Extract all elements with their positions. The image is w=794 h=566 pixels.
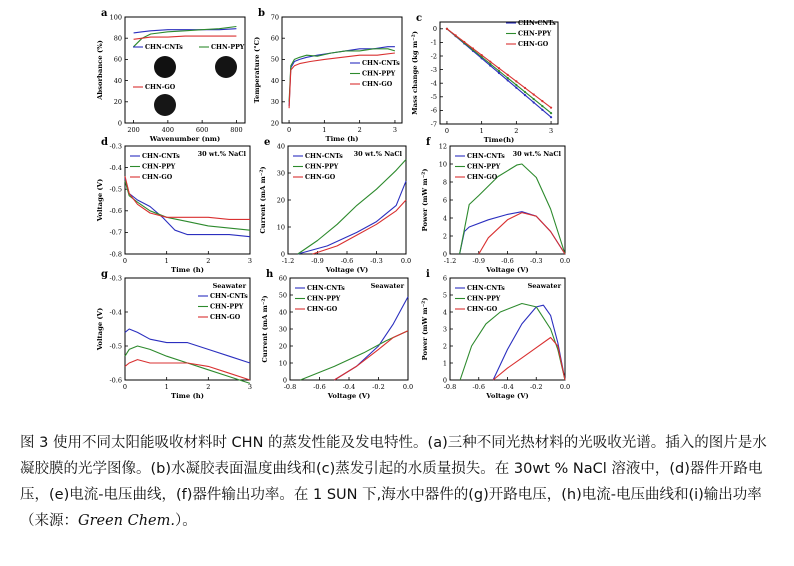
y-tick-label: 20 xyxy=(276,196,285,205)
figure-caption xyxy=(20,430,780,534)
y-tick-label: 20 xyxy=(113,98,122,107)
series-ppy-line xyxy=(125,346,250,383)
legend-label: CHN-CNTs xyxy=(518,20,556,27)
x-tick-label: -1.2 xyxy=(281,257,295,265)
y-tick-label: 6 xyxy=(442,196,447,205)
panel-f xyxy=(421,137,570,274)
legend-label: CHN-PPY xyxy=(362,70,396,78)
y-tick-label: -3 xyxy=(430,65,437,74)
x-tick-label: 0.0 xyxy=(402,383,414,391)
series-cnt-marker xyxy=(507,79,509,81)
y-tick-label: 5 xyxy=(442,291,447,300)
series-go-marker xyxy=(524,87,526,89)
legend-label: CHN-CNTs xyxy=(210,293,248,300)
y-tick-label: -5 xyxy=(430,93,437,102)
x-tick-label: -0.6 xyxy=(472,383,486,391)
x-tick-label: -0.4 xyxy=(501,383,514,391)
series-cnt-marker xyxy=(524,94,526,96)
y-tick-label: -0.8 xyxy=(109,250,122,259)
legend-label: CHN-PPY xyxy=(467,163,501,171)
series-go-marker xyxy=(515,80,517,82)
panel-label: d xyxy=(101,137,108,148)
legend-label: CHN-PPY xyxy=(142,163,176,171)
x-tick-label: -0.2 xyxy=(372,383,385,391)
x-tick-label: -0.3 xyxy=(370,257,383,265)
legend-label: CHN-CNTs xyxy=(145,44,183,51)
series-go-marker xyxy=(455,34,457,36)
panel-g xyxy=(96,269,252,400)
condition-annotation: Seawater xyxy=(212,282,246,290)
y-tick-label: 2 xyxy=(442,342,447,351)
x-tick-label: -0.6 xyxy=(313,383,326,391)
legend-label: CHN-GO xyxy=(467,174,498,181)
x-tick-label: 3 xyxy=(392,126,398,134)
y-tick-label: -0.3 xyxy=(109,274,122,283)
y-tick-label: 60 xyxy=(113,55,122,64)
panel-label: e xyxy=(264,137,271,148)
y-tick-label: -0.3 xyxy=(109,142,122,151)
y-tick-label: 80 xyxy=(113,34,122,43)
legend-label: CHN-CNTs xyxy=(142,153,180,160)
series-ppy-marker xyxy=(541,105,543,107)
series-cnt-marker xyxy=(541,109,543,111)
panel-a xyxy=(96,8,245,143)
hydrogel-go-photo xyxy=(154,94,176,116)
x-axis-label: Time(h) xyxy=(483,136,515,144)
x-tick-label: 1 xyxy=(164,383,169,391)
y-tick-label: 3 xyxy=(442,325,447,334)
series-go-line xyxy=(493,338,565,381)
x-tick-label: 2 xyxy=(206,257,211,265)
series-go-marker xyxy=(541,100,543,102)
legend-label: CHN-GO xyxy=(145,84,176,91)
x-tick-label: 0 xyxy=(122,383,128,391)
series-go-marker xyxy=(481,54,483,56)
y-tick-label: -7 xyxy=(430,120,437,129)
y-tick-label: 0 xyxy=(282,376,287,385)
legend-label: CHN-GO xyxy=(142,174,173,181)
series-cnt-marker xyxy=(550,116,552,118)
x-tick-label: -0.9 xyxy=(472,257,486,265)
series-go-line xyxy=(334,331,408,380)
x-tick-label: 0 xyxy=(286,126,292,134)
panel-label: c xyxy=(416,13,423,24)
x-tick-label: -0.8 xyxy=(283,383,297,391)
y-axis-label: Current (mA m⁻²) xyxy=(261,295,269,363)
y-tick-label: 10 xyxy=(278,359,287,368)
legend-label: CHN-PPY xyxy=(467,295,501,303)
x-axis-label: Time (h) xyxy=(171,392,204,400)
y-tick-label: -0.5 xyxy=(109,342,122,351)
y-axis-label: Absorbance (%) xyxy=(96,40,104,100)
series-go-marker xyxy=(533,93,535,95)
y-axis-label: Voltage (V) xyxy=(96,307,104,351)
y-tick-label: 12 xyxy=(438,142,447,151)
y-tick-label: 70 xyxy=(270,13,279,22)
panel-i xyxy=(421,269,570,400)
condition-annotation: 30 wt.% NaCl xyxy=(197,150,246,158)
axes-frame xyxy=(288,146,406,254)
y-tick-label: -2 xyxy=(430,52,437,61)
y-tick-label: -4 xyxy=(430,79,437,88)
legend-label: CHN-PPY xyxy=(210,303,244,311)
y-tick-label: -0.5 xyxy=(109,185,122,194)
series-ppy-marker xyxy=(507,77,509,79)
x-tick-label: -0.9 xyxy=(311,257,324,265)
series-ppy-marker xyxy=(498,70,500,72)
caption-end: ）。 xyxy=(175,513,197,529)
x-tick-label: -0.3 xyxy=(529,257,543,265)
y-tick-label: 0 xyxy=(432,25,437,34)
x-tick-label: 800 xyxy=(230,126,243,134)
y-tick-label: 8 xyxy=(442,178,447,187)
series-ppy-marker xyxy=(524,91,526,93)
axes-frame xyxy=(450,146,565,254)
legend xyxy=(130,153,180,181)
y-tick-label: 0 xyxy=(442,250,447,259)
legend xyxy=(295,285,345,313)
condition-annotation: 30 wt.% NaCl xyxy=(512,150,561,158)
legend-label: CHN-GO xyxy=(305,174,336,181)
y-tick-label: 30 xyxy=(278,325,287,334)
y-axis-label: Power (mW m⁻²) xyxy=(421,168,429,232)
series-go-marker xyxy=(489,61,491,63)
panel-c xyxy=(411,13,558,144)
x-tick-label: 1 xyxy=(164,257,169,265)
legend-label: CHN-CNTs xyxy=(467,153,505,160)
x-axis-label: Wavenumber (nm) xyxy=(149,135,221,143)
legend-label: CHN-GO xyxy=(467,306,498,313)
series-ppy-line xyxy=(125,181,250,231)
y-tick-label: -0.6 xyxy=(109,376,122,385)
y-tick-label: 0 xyxy=(442,376,447,385)
x-tick-label: 0.0 xyxy=(559,257,571,265)
x-tick-label: 2 xyxy=(206,383,211,391)
y-tick-label: 2 xyxy=(442,232,447,241)
x-tick-label: 0 xyxy=(444,127,450,135)
series-go-line xyxy=(125,176,250,219)
y-tick-label: 20 xyxy=(270,119,279,128)
y-tick-label: -0.4 xyxy=(109,308,122,317)
x-tick-label: -0.4 xyxy=(342,383,356,391)
x-axis-label: Voltage (V) xyxy=(325,266,369,274)
y-tick-label: 40 xyxy=(270,76,279,85)
axes-frame xyxy=(125,146,250,254)
legend xyxy=(198,293,248,321)
panel-b xyxy=(253,8,402,143)
y-tick-label: 30 xyxy=(270,98,279,107)
y-tick-label: 4 xyxy=(442,308,447,317)
series-cnt-line xyxy=(334,297,408,380)
x-axis-label: Time (h) xyxy=(325,135,359,143)
series-go-marker xyxy=(507,74,509,76)
x-tick-label: -0.6 xyxy=(501,257,514,265)
series-ppy-line xyxy=(460,304,565,381)
panel-label: b xyxy=(258,8,265,19)
series-go-marker xyxy=(550,107,552,109)
x-tick-label: -0.2 xyxy=(529,383,543,391)
legend-label: CHN-GO xyxy=(518,41,549,48)
y-tick-label: -1 xyxy=(430,38,437,47)
legend-label: CHN-CNTs xyxy=(467,285,505,292)
y-tick-label: 40 xyxy=(276,142,285,151)
series-ppy-marker xyxy=(533,98,535,100)
series-go-marker xyxy=(472,47,474,49)
y-axis-label: Power (mW m⁻²) xyxy=(421,297,429,361)
legend-label: CHN-CNTs xyxy=(307,285,345,292)
y-tick-label: 50 xyxy=(270,55,279,64)
panel-label: i xyxy=(426,269,430,280)
hydrogel-ppy-photo xyxy=(215,56,237,78)
panel-e xyxy=(259,137,411,274)
y-axis-label: Voltage (V) xyxy=(96,178,104,222)
series-go-marker xyxy=(446,28,448,30)
y-tick-label: 40 xyxy=(278,308,287,317)
series-cnt-marker xyxy=(515,87,517,89)
y-tick-label: 10 xyxy=(276,223,285,232)
y-tick-label: 4 xyxy=(442,214,447,223)
x-tick-label: 1 xyxy=(479,127,484,135)
legend-label: CHN-GO xyxy=(210,314,241,321)
panel-label: a xyxy=(101,8,108,19)
panel-d xyxy=(96,137,252,274)
y-tick-label: 40 xyxy=(113,76,122,85)
x-tick-label: 3 xyxy=(247,257,253,265)
y-tick-label: 30 xyxy=(276,169,285,178)
panel-label: g xyxy=(101,269,108,280)
y-tick-label: 0 xyxy=(280,250,285,259)
x-tick-label: 400 xyxy=(161,126,175,134)
x-axis-label: Voltage (V) xyxy=(486,266,529,274)
legend xyxy=(506,20,556,48)
y-tick-label: 20 xyxy=(278,342,287,351)
legend-label: CHN-CNTs xyxy=(305,153,343,160)
series-ppy-marker xyxy=(515,84,517,86)
series-cnt-line xyxy=(125,329,250,363)
y-tick-label: 6 xyxy=(442,274,447,283)
x-tick-label: -0.8 xyxy=(443,383,457,391)
x-tick-label: 2 xyxy=(357,126,362,134)
legend-label: CHN-GO xyxy=(362,81,393,88)
x-axis-label: Voltage (V) xyxy=(486,392,529,400)
y-axis-label: Current (mA m⁻²) xyxy=(259,166,267,234)
hydrogel-cnts-photo xyxy=(154,56,176,78)
caption-source: Green Chem. xyxy=(78,513,175,529)
x-axis-label: Voltage (V) xyxy=(327,392,371,400)
y-tick-label: 60 xyxy=(270,34,279,43)
series-cnt-marker xyxy=(533,101,535,103)
panel-label: f xyxy=(426,137,431,148)
y-tick-label: -0.6 xyxy=(109,207,122,216)
condition-annotation: 30 wt.% NaCl xyxy=(353,150,402,158)
x-tick-label: -1.2 xyxy=(443,257,457,265)
y-tick-label: 1 xyxy=(442,359,447,368)
condition-annotation: Seawater xyxy=(370,282,404,290)
series-go-marker xyxy=(463,41,465,43)
x-tick-label: 600 xyxy=(195,126,209,134)
legend xyxy=(455,285,505,313)
legend-label: CHN-PPY xyxy=(211,44,245,51)
y-axis-label: Mass change (kg m⁻²) xyxy=(411,31,419,115)
condition-annotation: Seawater xyxy=(527,282,561,290)
axes-frame xyxy=(450,278,565,380)
series-cnt-line xyxy=(460,212,565,254)
x-tick-label: 0 xyxy=(122,257,128,265)
legend-label: CHN-PPY xyxy=(305,163,339,171)
legend xyxy=(350,60,400,88)
y-axis-label: Temperature (°C) xyxy=(253,36,261,104)
series-go-marker xyxy=(498,67,500,69)
legend-label: CHN-PPY xyxy=(518,30,552,38)
x-tick-label: 3 xyxy=(247,383,253,391)
x-axis-label: Time (h) xyxy=(171,266,204,274)
y-tick-label: 50 xyxy=(278,291,287,300)
x-tick-label: -0.6 xyxy=(340,257,354,265)
series-ppy-marker xyxy=(550,112,552,114)
legend-label: CHN-GO xyxy=(307,306,338,313)
x-tick-label: 2 xyxy=(514,127,519,135)
y-tick-label: 0 xyxy=(117,119,122,128)
series-go-line xyxy=(134,36,237,39)
x-tick-label: 1 xyxy=(322,126,327,134)
y-tick-label: -0.4 xyxy=(109,163,122,172)
series-ppy-marker xyxy=(489,63,491,65)
y-tick-label: 100 xyxy=(109,13,122,22)
x-tick-label: 0.0 xyxy=(559,383,571,391)
y-tick-label: 10 xyxy=(438,160,447,169)
panel-h xyxy=(261,269,413,400)
legend-label: CHN-PPY xyxy=(307,295,341,303)
x-tick-label: 0.0 xyxy=(400,257,412,265)
panel-label: h xyxy=(266,269,274,280)
x-tick-label: 3 xyxy=(548,127,554,135)
y-tick-label: -0.7 xyxy=(109,228,122,237)
y-tick-label: 60 xyxy=(278,274,287,283)
legend-label: CHN-CNTs xyxy=(362,60,400,67)
y-tick-label: -6 xyxy=(430,106,437,115)
caption-main: 图 3 使用不同太阳能吸收材料时 CHN 的蒸发性能及发电特性。(a)三种不同光热材料的光吸收光谱。插入的图片是水凝胶膜的光学图像。(b)水凝胶表面温度曲线和(c)蒸发引起的水质量损失。在 30wt % NaCl 溶液中，(d)器件开路电压，(e)电流-电压曲线，(f)器件输出功率。在 1 SUN 下,海水中器件的(g)开路电压，(h)电流-电压曲线和(i)输出功率（来源： xyxy=(20,435,767,529)
x-tick-label: 200 xyxy=(127,126,140,134)
legend xyxy=(293,153,343,181)
